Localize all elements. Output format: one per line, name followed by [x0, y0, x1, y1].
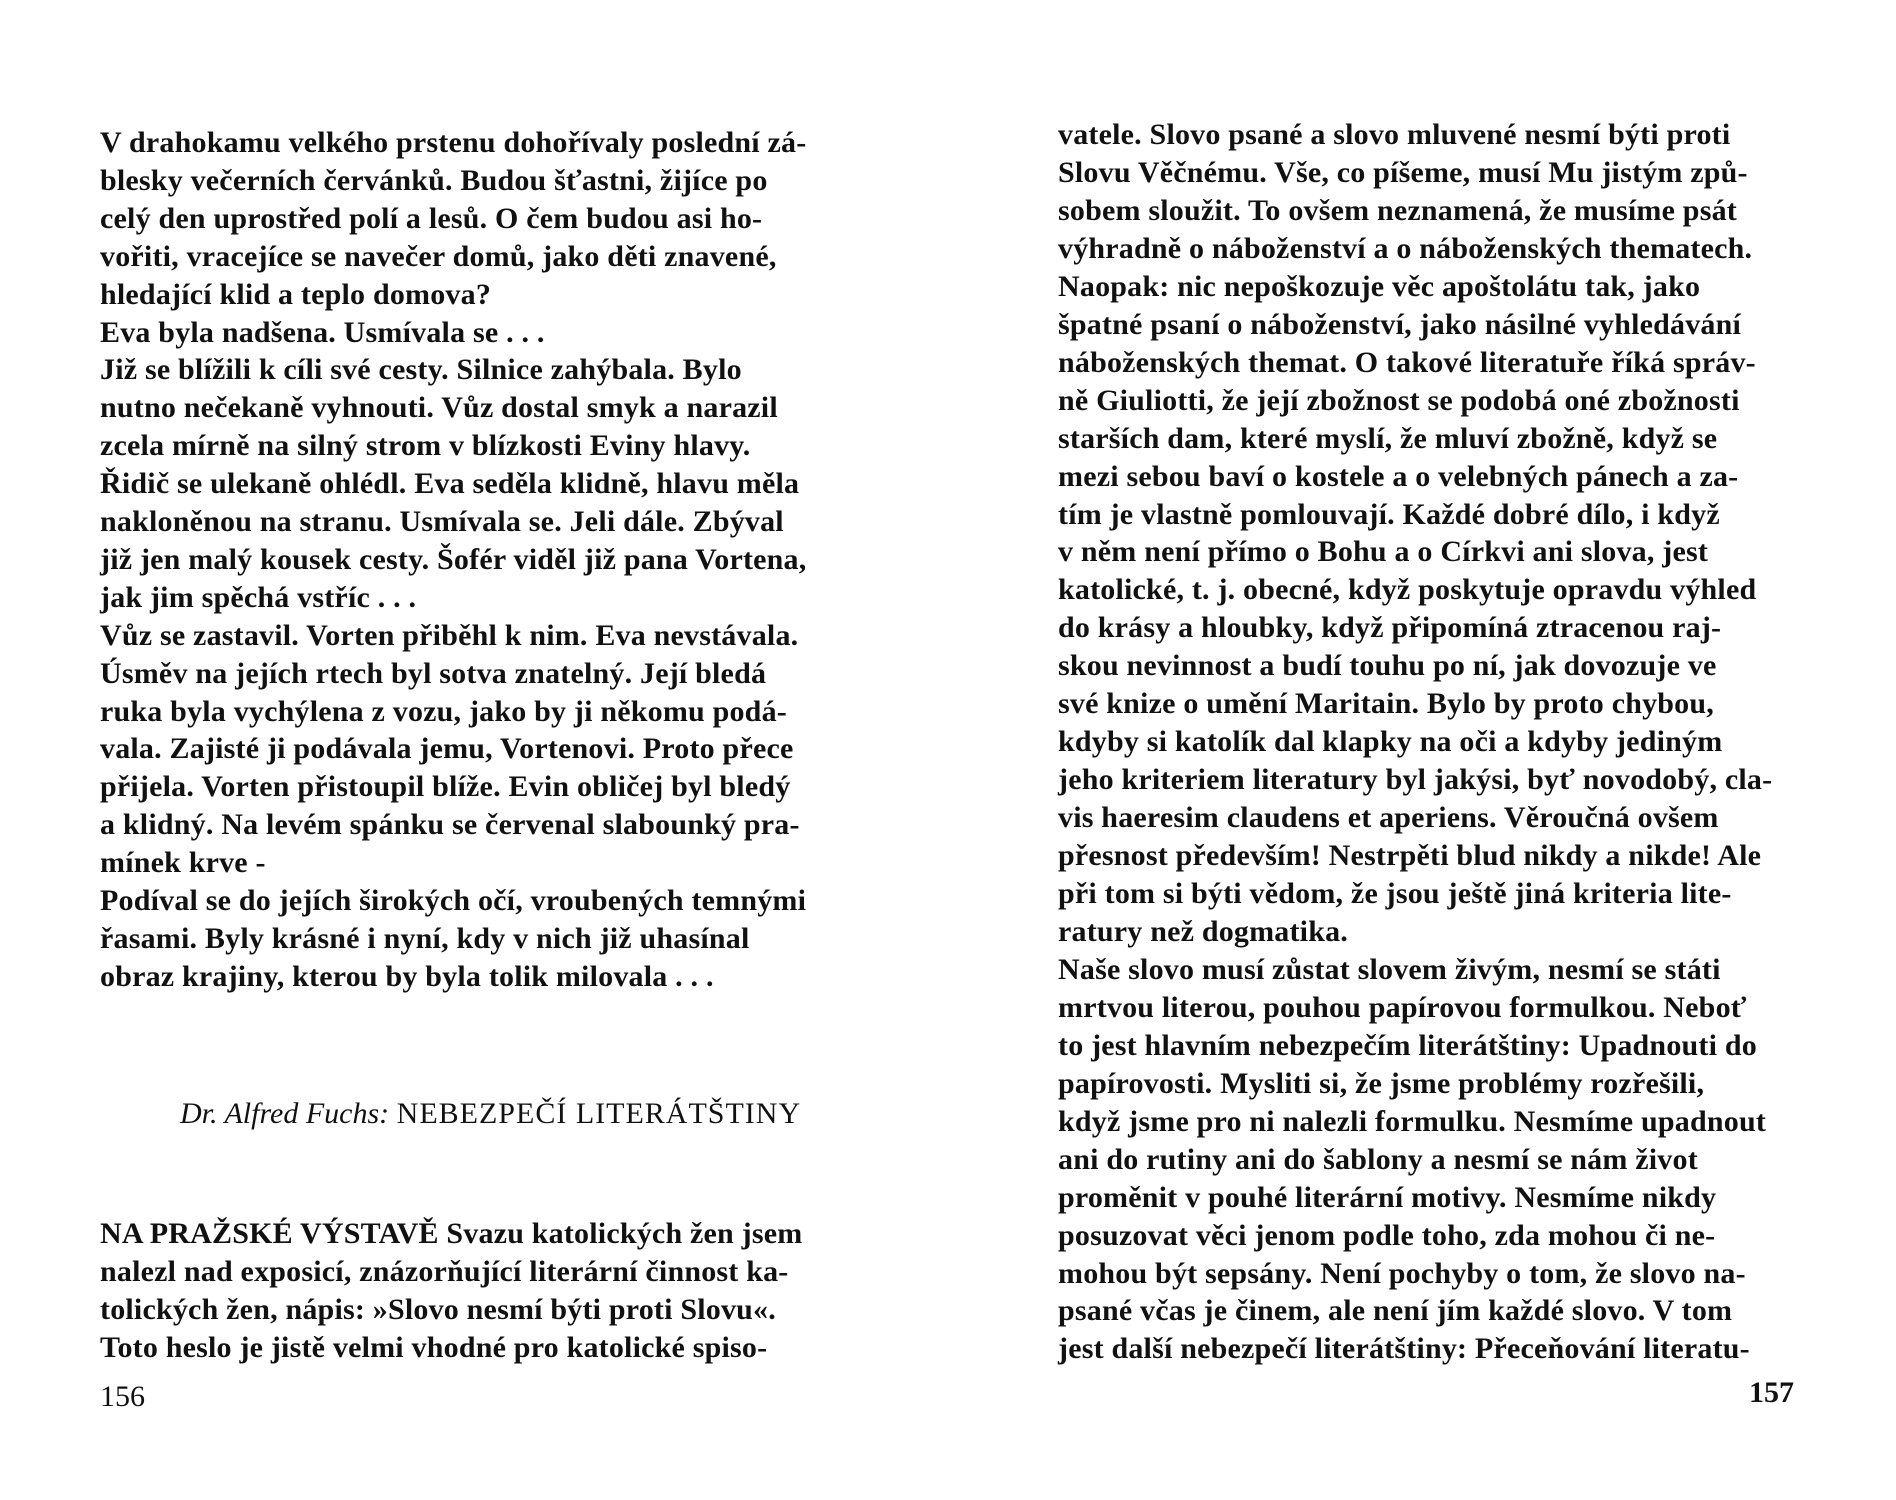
text-line: to jest hlavním nebezpečím literátštiny: Upadnouti do [1058, 1028, 1757, 1062]
text-line: hledající klid a teplo domova? [100, 277, 492, 311]
text-line: vatele. Slovo psané a slovo mluvené nesmí býti proti [1058, 118, 1731, 151]
text-line: Řidič se ulekaně ohlédl. Eva seděla klidně, hlavu měla [100, 467, 800, 501]
text-line: řasami. Byly krásné i nyní, kdy v nich již uhasínal [100, 921, 750, 955]
text-line: nakloněnou na stranu. Usmívala se. Jeli dále. Zbýval [100, 505, 784, 538]
text-line: katolické, t. j. obecné, když poskytuje opravdu výhled [1058, 573, 1757, 607]
text-line: skou nevinnost a budí touhu po ní, jak dovozuje ve [1058, 649, 1717, 683]
text-line: Naše slovo musí zůstat slovem živým, nesmí se státi [1058, 952, 1721, 986]
text-line: Již se blížili k cíli své cesty. Silnice zahýbala. Bylo [100, 353, 742, 387]
page-number-right: 157 [1749, 1376, 1794, 1409]
article-title: NEBEZPEČÍ LITERÁTŠTINY [396, 1097, 802, 1130]
text-line: Slovu Věčnému. Vše, co píšeme, musí Mu jistým způ- [1058, 155, 1748, 189]
text-line: výhradně o náboženství a o náboženských thematech. [1058, 231, 1753, 265]
text-line: jak jim spěchá vstříc . . . [100, 580, 417, 614]
text-line: kdyby si katolík dal klapky na oči a kdyby jediným [1058, 725, 1723, 759]
article-author: Dr. Alfred Fuchs: [180, 1097, 390, 1130]
text-line: tím je vlastně pomlouvají. Každé dobré dílo, i když [1058, 497, 1720, 531]
text-line: již jen malý kousek cesty. Šofér viděl již pana Vortena, [100, 542, 807, 576]
text-line: v něm není přímo o Bohu a o Církvi ani slova, jest [1058, 535, 1709, 569]
text-line: psané včas je činem, ale není jím každé slovo. V tom [1058, 1294, 1733, 1328]
text-line: zcela mírně na silný strom v blízkosti Eviny hlavy. [100, 429, 751, 463]
text-line: vis haeresim claudens et aperiens. Věroučná ovšem [1058, 801, 1719, 835]
text-line: Vůz se zastavil. Vorten přiběhl k nim. Eva nevstávala. [100, 618, 799, 652]
text-line: nutno nečekaně vyhnouti. Vůz dostal smyk a narazil [100, 391, 778, 425]
text-line: své knize o umění Maritain. Bylo by proto chybou, [1058, 687, 1714, 721]
text-line: obraz krajiny, kterou by byla tolik milovala . . . [100, 959, 714, 993]
text-line: ruka byla vychýlena z vozu, jako by ji někomu podá- [100, 694, 787, 728]
text-line: Naopak: nic nepoškozuje věc apoštolátu tak, jako [1058, 269, 1701, 303]
text-line: Podíval se do jejích širokých očí, vroubených temnými [100, 884, 807, 917]
text-line: papírovosti. Mysliti si, že jsme problémy rozřešili, [1058, 1066, 1705, 1100]
text-line: ani do rutiny ani do šablony a nesmí se nám život [1058, 1142, 1698, 1176]
text-line: špatné psaní o náboženství, jako násilné vyhledávání [1058, 307, 1742, 341]
text-line: blesky večerních červánků. Budou šťastni, žijíce po [100, 163, 768, 197]
text-line: ně Giuliotti, že její zbožnost se podobá oné zbožnosti [1058, 383, 1740, 417]
text-line: proměnit v pouhé literární motivy. Nesmíme nikdy [1058, 1180, 1717, 1214]
text-line: a klidný. Na levém spánku se červenal slabounký pra- [100, 808, 800, 842]
text-line: mrtvou literou, pouhou papírovou formulkou. Neboť [1058, 990, 1747, 1024]
text-line: mezi sebou baví o kostele a o velebných pánech a za- [1058, 459, 1739, 493]
text-line: V drahokamu velkého prstenu dohořívaly poslední zá- [100, 126, 807, 159]
text-line: Úsměv na jejích rtech byl sotva znatelný. Její bledá [100, 656, 767, 690]
text-line: Eva byla nadšena. Usmívala se . . . [100, 315, 545, 349]
page-number-left: 156 [100, 1380, 145, 1413]
text-line: mínek krve - [100, 846, 266, 880]
text-line: vořiti, vracejíce se navečer domů, jako děti znavené, [100, 239, 777, 273]
text-line: jest další nebezpečí literátštiny: Přeceňování literatu- [1058, 1332, 1750, 1366]
text-line: celý den uprostřed polí a lesů. O čem budou asi ho- [100, 201, 763, 235]
text-line: posuzovat věci jenom podle toho, zda mohou či ne- [1058, 1218, 1716, 1252]
text-line: nalezl nad exposicí, znázorňující literární činnost ka- [100, 1254, 789, 1288]
text-line: do krásy a hloubky, když připomíná ztracenou raj- [1058, 611, 1722, 645]
text-line: když jsme pro ni nalezli formulku. Nesmíme upadnout [1058, 1104, 1767, 1138]
text-line: sobem sloužit. To ovšem neznamená, že musíme psát [1058, 193, 1737, 227]
text-line: Toto heslo je jistě velmi vhodné pro katolické spiso- [100, 1330, 768, 1364]
article-heading [180, 1095, 801, 1133]
text-line: při tom si býti vědom, že jsou ještě jiná kriteria lite- [1058, 877, 1732, 910]
text-line: starších dam, které myslí, že mluví zbožně, když se [1058, 421, 1718, 455]
text-line: ratury než dogmatika. [1058, 914, 1349, 948]
text-line: náboženských themat. O takové literatuře říká správ- [1058, 345, 1756, 379]
text-line: vala. Zajisté ji podávala jemu, Vortenovi. Proto přece [100, 732, 794, 766]
text-line: mohou být sepsány. Není pochyby o tom, že slovo na- [1058, 1256, 1746, 1290]
text-line: přesnost především! Nestrpěti blud nikdy a nikde! Ale [1058, 839, 1762, 873]
text-line: přijela. Vorten přistoupil blíže. Evin obličej byl bledý [100, 770, 791, 804]
text-line: NA PRAŽSKÉ VÝSTAVĚ Svazu katolických žen jsem [100, 1217, 803, 1250]
text-line: tolických žen, nápis: »Slovo nesmí býti proti Slovu«. [100, 1292, 776, 1326]
right-page [948, 0, 1896, 1500]
text-line: jeho kriteriem literatury byl jakýsi, byť novodobý, cla- [1058, 763, 1773, 797]
